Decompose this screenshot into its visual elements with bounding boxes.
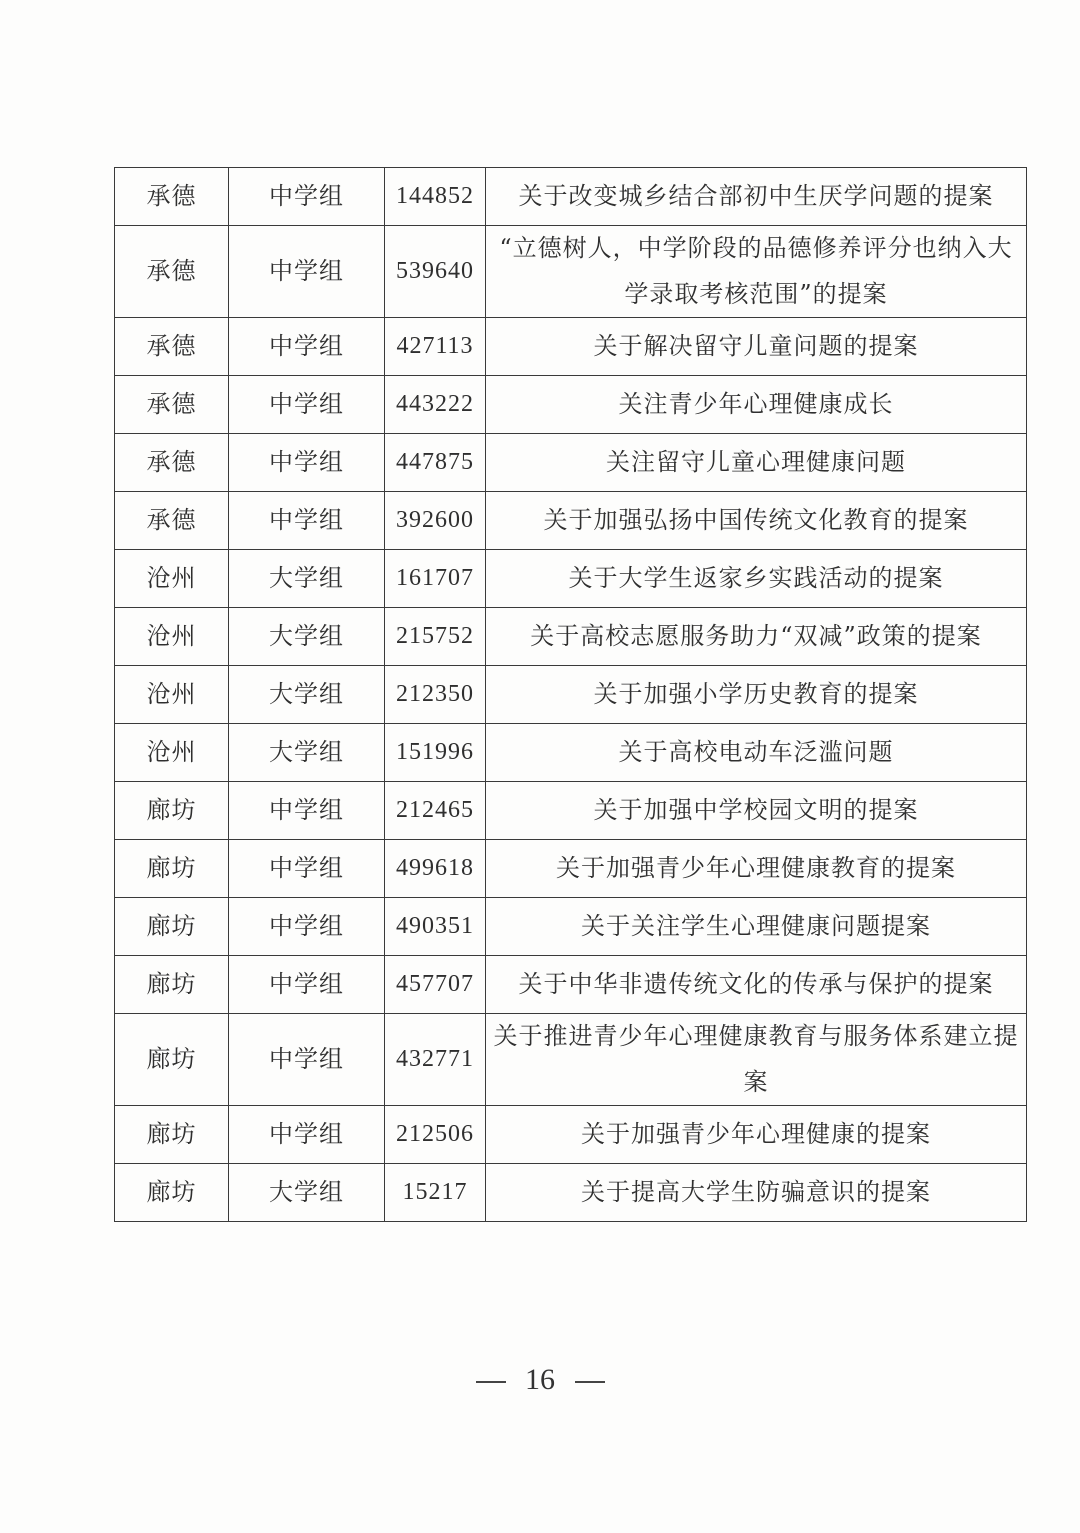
title-cell: 关于中华非遗传统文化的传承与保护的提案 bbox=[486, 956, 1027, 1014]
city-cell: 沧州 bbox=[115, 550, 229, 608]
page-number-value: 16 bbox=[525, 1363, 555, 1396]
table-row bbox=[115, 840, 1027, 898]
group-cell: 中学组 bbox=[229, 376, 385, 434]
group-cell: 中学组 bbox=[229, 1106, 385, 1164]
group-cell: 中学组 bbox=[229, 226, 385, 318]
title-cell: 关于关注学生心理健康问题提案 bbox=[486, 898, 1027, 956]
group-cell: 中学组 bbox=[229, 956, 385, 1014]
table-row bbox=[115, 168, 1027, 226]
title-cell: 关于加强中学校园文明的提案 bbox=[486, 782, 1027, 840]
city-cell: 廊坊 bbox=[115, 782, 229, 840]
group-cell: 中学组 bbox=[229, 492, 385, 550]
id-cell: 15217 bbox=[385, 1164, 486, 1222]
group-cell: 中学组 bbox=[229, 898, 385, 956]
table-row bbox=[115, 1106, 1027, 1164]
group-cell: 中学组 bbox=[229, 434, 385, 492]
id-cell: 151996 bbox=[385, 724, 486, 782]
table-row bbox=[115, 608, 1027, 666]
table-row bbox=[115, 1014, 1027, 1106]
group-cell: 大学组 bbox=[229, 666, 385, 724]
id-cell: 212465 bbox=[385, 782, 486, 840]
city-cell: 承德 bbox=[115, 434, 229, 492]
city-cell: 廊坊 bbox=[115, 1164, 229, 1222]
title-cell: 关于提高大学生防骗意识的提案 bbox=[486, 1164, 1027, 1222]
city-cell: 廊坊 bbox=[115, 1106, 229, 1164]
dash-right-decoration bbox=[575, 1381, 605, 1383]
title-cell: 关于高校志愿服务助力“双减”政策的提案 bbox=[486, 608, 1027, 666]
city-cell: 沧州 bbox=[115, 666, 229, 724]
group-cell: 大学组 bbox=[229, 724, 385, 782]
city-cell: 廊坊 bbox=[115, 956, 229, 1014]
table-row bbox=[115, 318, 1027, 376]
table-row bbox=[115, 1164, 1027, 1222]
city-cell: 廊坊 bbox=[115, 898, 229, 956]
title-cell: 关于推进青少年心理健康教育与服务体系建立提案 bbox=[486, 1014, 1027, 1106]
table-row bbox=[115, 956, 1027, 1014]
title-cell: 关于加强青少年心理健康教育的提案 bbox=[486, 840, 1027, 898]
id-cell: 144852 bbox=[385, 168, 486, 226]
title-cell: “立德树人，中学阶段的品德修养评分也纳入大学录取考核范围”的提案 bbox=[486, 226, 1027, 318]
id-cell: 443222 bbox=[385, 376, 486, 434]
city-cell: 承德 bbox=[115, 226, 229, 318]
dash-left-decoration bbox=[476, 1381, 506, 1383]
group-cell: 大学组 bbox=[229, 1164, 385, 1222]
id-cell: 212506 bbox=[385, 1106, 486, 1164]
table-row bbox=[115, 492, 1027, 550]
title-cell: 关于加强小学历史教育的提案 bbox=[486, 666, 1027, 724]
city-cell: 承德 bbox=[115, 492, 229, 550]
group-cell: 大学组 bbox=[229, 550, 385, 608]
id-cell: 539640 bbox=[385, 226, 486, 318]
id-cell: 212350 bbox=[385, 666, 486, 724]
title-cell: 关于改变城乡结合部初中生厌学问题的提案 bbox=[486, 168, 1027, 226]
group-cell: 中学组 bbox=[229, 782, 385, 840]
id-cell: 215752 bbox=[385, 608, 486, 666]
id-cell: 392600 bbox=[385, 492, 486, 550]
city-cell: 廊坊 bbox=[115, 1014, 229, 1106]
title-cell: 关于解决留守儿童问题的提案 bbox=[486, 318, 1027, 376]
title-cell: 关于加强弘扬中国传统文化教育的提案 bbox=[486, 492, 1027, 550]
table-row bbox=[115, 434, 1027, 492]
id-cell: 490351 bbox=[385, 898, 486, 956]
title-cell: 关于高校电动车泛滥问题 bbox=[486, 724, 1027, 782]
id-cell: 161707 bbox=[385, 550, 486, 608]
table-row bbox=[115, 898, 1027, 956]
city-cell: 沧州 bbox=[115, 724, 229, 782]
title-cell: 关注青少年心理健康成长 bbox=[486, 376, 1027, 434]
table-row bbox=[115, 376, 1027, 434]
id-cell: 499618 bbox=[385, 840, 486, 898]
table-row bbox=[115, 724, 1027, 782]
id-cell: 427113 bbox=[385, 318, 486, 376]
group-cell: 大学组 bbox=[229, 608, 385, 666]
city-cell: 沧州 bbox=[115, 608, 229, 666]
page-number bbox=[0, 1363, 1080, 1397]
title-cell: 关注留守儿童心理健康问题 bbox=[486, 434, 1027, 492]
table-row bbox=[115, 782, 1027, 840]
table-row bbox=[115, 226, 1027, 318]
title-cell: 关于加强青少年心理健康的提案 bbox=[486, 1106, 1027, 1164]
id-cell: 447875 bbox=[385, 434, 486, 492]
title-cell: 关于大学生返家乡实践活动的提案 bbox=[486, 550, 1027, 608]
table-row bbox=[115, 550, 1027, 608]
group-cell: 中学组 bbox=[229, 318, 385, 376]
city-cell: 承德 bbox=[115, 318, 229, 376]
group-cell: 中学组 bbox=[229, 1014, 385, 1106]
city-cell: 承德 bbox=[115, 376, 229, 434]
proposal-table bbox=[114, 167, 1027, 1222]
id-cell: 432771 bbox=[385, 1014, 486, 1106]
id-cell: 457707 bbox=[385, 956, 486, 1014]
city-cell: 廊坊 bbox=[115, 840, 229, 898]
city-cell: 承德 bbox=[115, 168, 229, 226]
table-row bbox=[115, 666, 1027, 724]
group-cell: 中学组 bbox=[229, 840, 385, 898]
group-cell: 中学组 bbox=[229, 168, 385, 226]
